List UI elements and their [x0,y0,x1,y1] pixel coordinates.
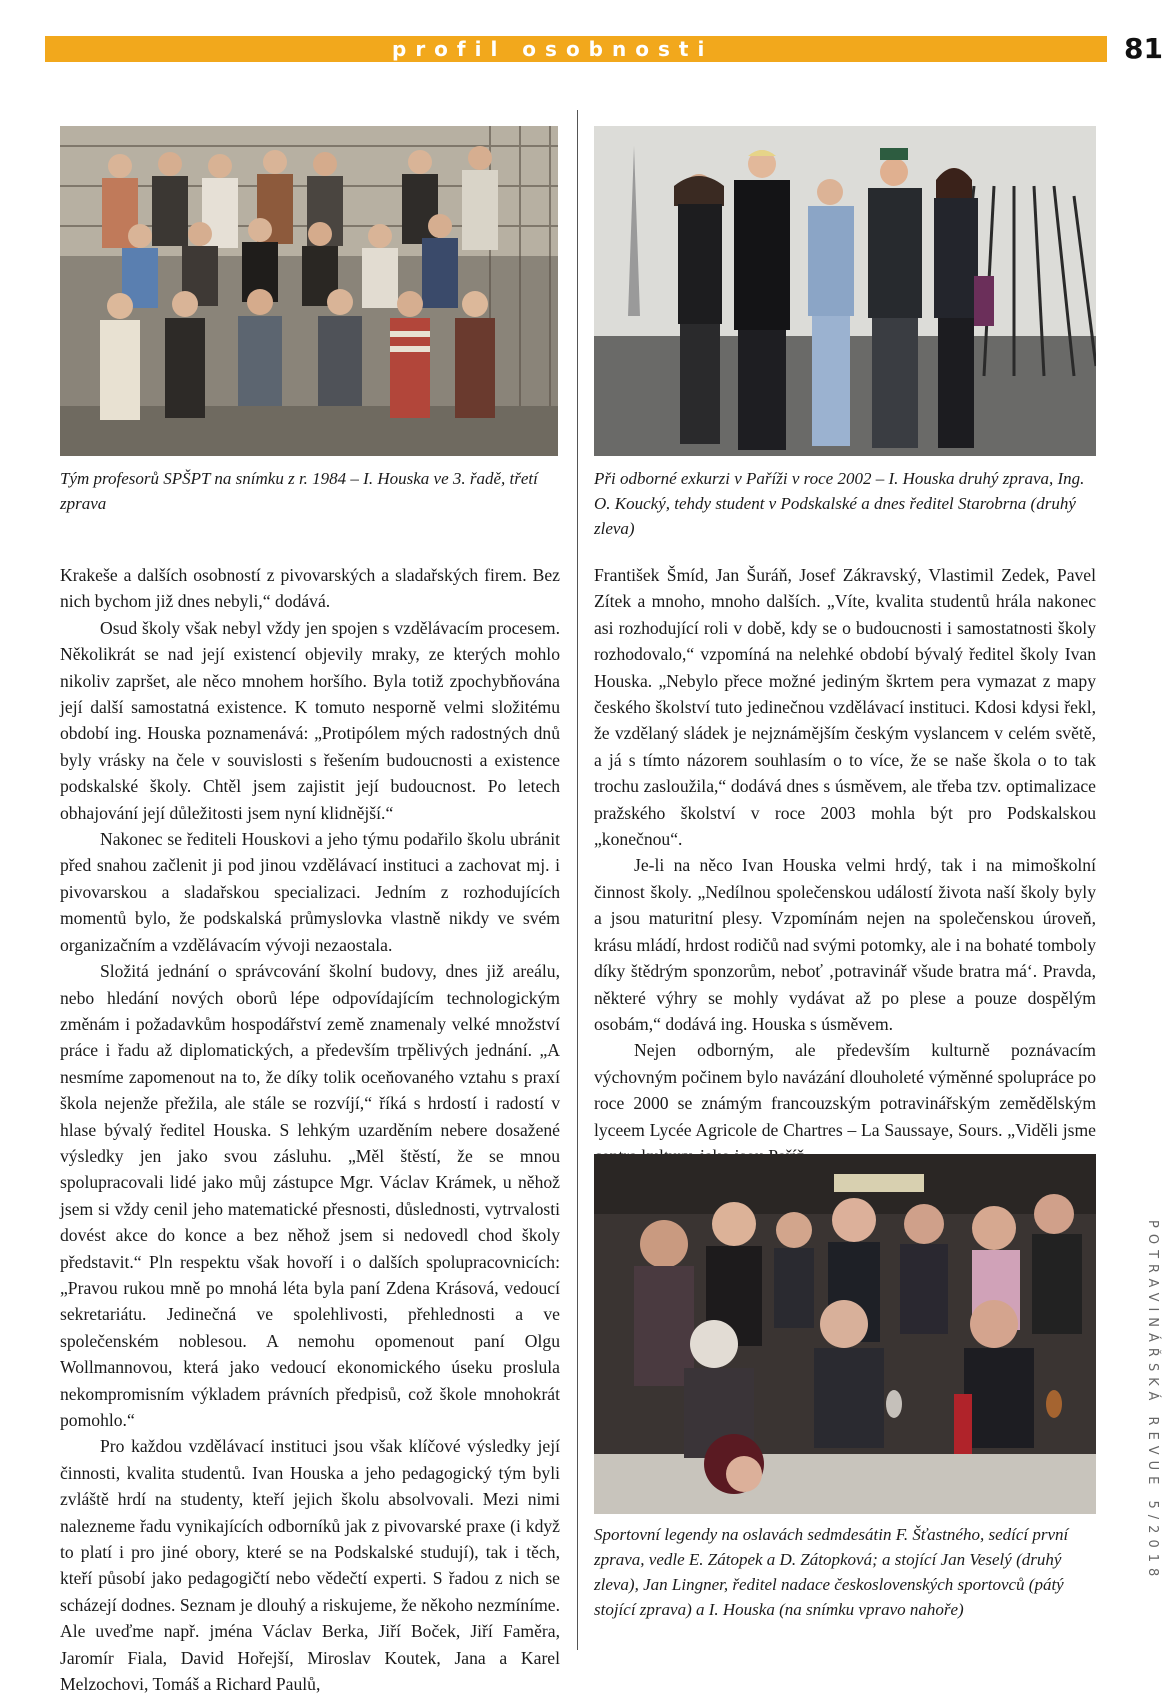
paris-2002-caption: Při odborné exkurzi v Paříži v roce 2002 – I. Houska druhý zprava, Ing. O. Koucký, tehdy student v Podskalské a dnes ředitel Starobrna (druhý zleva) [594,469,1085,538]
magazine-side-label: POTRAVINÁŘSKÁ REVUE 5/2018 [1145,1220,1160,1583]
article-paragraph: Je-li na něco Ivan Houska velmi hrdý, tak i na mimoškolní činnost školy. „Nedílnou společenskou událostí života naší školy byly a jsou maturitní plesy. Vzpomínám nejen na společenskou úroveň, krásu mládí, hrdost rodičů nad svými potomky, ale i na bohaté tomboly díky štědrým sponzorům, neboť ‚potravinář všude bratra má‘. Pravda, některé výhry se mohly vydávat až po plese a pouze dospělým osobám,“ dodává ing. Houska s úsměvem. [594,855,1096,1034]
article-paragraph: Krakeše a dalších osobností z pivovarských a sladařských firem. Bez nich bychom již dnes nebyli,“ dodává. [60,565,560,612]
column-divider [577,110,578,1650]
team-1984-photo [60,126,558,456]
article-column-right [594,562,1096,1169]
article-paragraph: František Šmíd, Jan Šuráň, Josef Zákravský, Vlastimil Zedek, Pavel Zítek a mnoho, mnoho dalších. „Víte, kvalita studentů hrála nakonec asi rozhodující roli v době, kdy se o budoucnosti i samostatnosti školy rozhodovalo,“ vzpomíná na nelehké období bývalý ředitel školy Ivan Houska. „Nebylo přece možné jediným škrtem pera vymazat z mapy českého školství tuto jedinečnou vzdělávací instituci. Kdosi kdysi řekl, že vzdělaný sládek je nejznámějším českým vyslancem v celém světě, a já s tímto názorem souhlasím o to více, že se naše škola o to tak trochu zasloužila,“ dodává dnes s úsměvem, ale třeba tzv. optimalizace pražského školství v roce 2003 mohla být pro Podskalskou „konečnou“. [594,565,1096,850]
celebration-photo [594,1154,1096,1514]
article-paragraph: Nakonec se řediteli Houskovi a jeho týmu podařilo školu ubránit před snahou začlenit ji pod jinou vzdělávací instituci a zachovat mj. i pivovarskou a sladařskou specializaci. Jedním z rozhodujících momentů bylo, že podskalská průmyslovka vlastně nikdy ve svém organizačním a vzdělávacím vývoji nezaostala. [60,829,560,955]
paris-2002-photo [594,126,1096,456]
page-number: 81 [1124,32,1163,65]
team-1984-caption: Tým profesorů SPŠPT na snímku z r. 1984 – I. Houska ve 3. řadě, třetí zprava [60,469,538,513]
celebration-caption: Sportovní legendy na oslavách sedmdesátin F. Šťastného, sedící první zprava, vedle E. Zátopek a D. Zátopková; a stojící Jan Veselý (druhý zleva), Jan Lingner, ředitel nadace československých sportovců (pátý stojící zprava) a I. Houska (na snímku vpravo nahoře) [594,1525,1069,1619]
article-paragraph: Osud školy však nebyl vždy jen spojen s vzdělávacím procesem. Několikrát se nad její existencí objevily mraky, ze kterých mohlo nikoliv zapršet, ale něco mnohem horšího. Byla totiž zpochybňována její další samostatná existence. K tomuto nesporně velmi složitému období ing. Houska poznamenává: „Protipólem mých radostných dnů byly vrásky na čele v souvislosti s řešením budoucnosti a existence podskalské školy. Chtěl jsem zajistit její budoucnost. Po letech obhajování její důležitosti jsem nyní klidnější.“ [60,617,560,823]
section-title: profil osobnosti [392,37,714,61]
article-paragraph: Pro každou vzdělávací instituci jsou však klíčové výsledky její činnosti, kvalita studentů. Ivan Houska a jeho pedagogický tým byli zvláště hrdí na studenty, kteří jejich školu absolvovali. Mezi nimi nalezneme řadu vynikajících odborníků jak z pivovarské praxe (i když to platí i pro jiné obory, které se na Podskalské studují), tak i těch, kteří působí jako pedagogičtí nebo vědečtí experti. S řadou z nich se scházejí dodnes. Seznam je dlouhý a riskujeme, že někoho nezmíníme. Ale uveďme např. jména Václav Berka, Jiří Boček, Jiří Faměra, Jaromír Fiala, David Hořejší, Miroslav Koutek, Jana a Karel Melzochovi, Tomáš a Richard Paulů, [60,1436,560,1695]
article-paragraph: Složitá jednání o správcování školní budovy, dnes již areálu, nebo hledání nových oborů lépe odpovídajícím technologickým změnám i požadavkům hospodářství země znamenaly velké množství práce i řadu až diplomatických, a především trpělivých jednání. „A nesmíme zapomenout na to, že díky tolik oceňovaného vztahu s praxí škola nejenže přežila, ale stále se rozvíjí,“ říká s hrdostí i radostí v hlase bývalý ředitel Houska. S lehkým uzarděním nebere dosažené výsledky jen jako svou zásluhu. „Měl štěstí, že se mnou spolupracovali lidé jako můj zástupce Mgr. Václav Krámek, u něhož jsem si vždy cenil jeho matematické přesnosti, důslednosti, vytrvalosti dovést akce do konce a bez něhož jsem si nedovedl chod školy představit.“ Pln respektu však hovoří i o dalších spolupracovnicích: „Pravou rukou mně po mnohá léta byla paní Zdena Krásová, vedoucí sekretariátu. Jedinečná ve spolehlivosti, přehlednosti a ve společenském noblesou. A nemohu opomenout paní Olgu Wollmannovou, která jako vedoucí ekonomického úseku proslula nekompromisním výkladem právních předpisů, což škole mnohokrát pomohlo.“ [60,961,560,1430]
article-column-left [60,562,560,1697]
article-paragraph: Nejen odborným, ale především kulturně poznávacím výchovným počinem bylo navázání dlouholeté výměnné spolupráce po roce 2000 se známým francouzským potravinářským zemědělským lyceem Lycée Agricole de Chartres – La Saussaye, Sours. „Viděli jsme [594,1040,1096,1140]
